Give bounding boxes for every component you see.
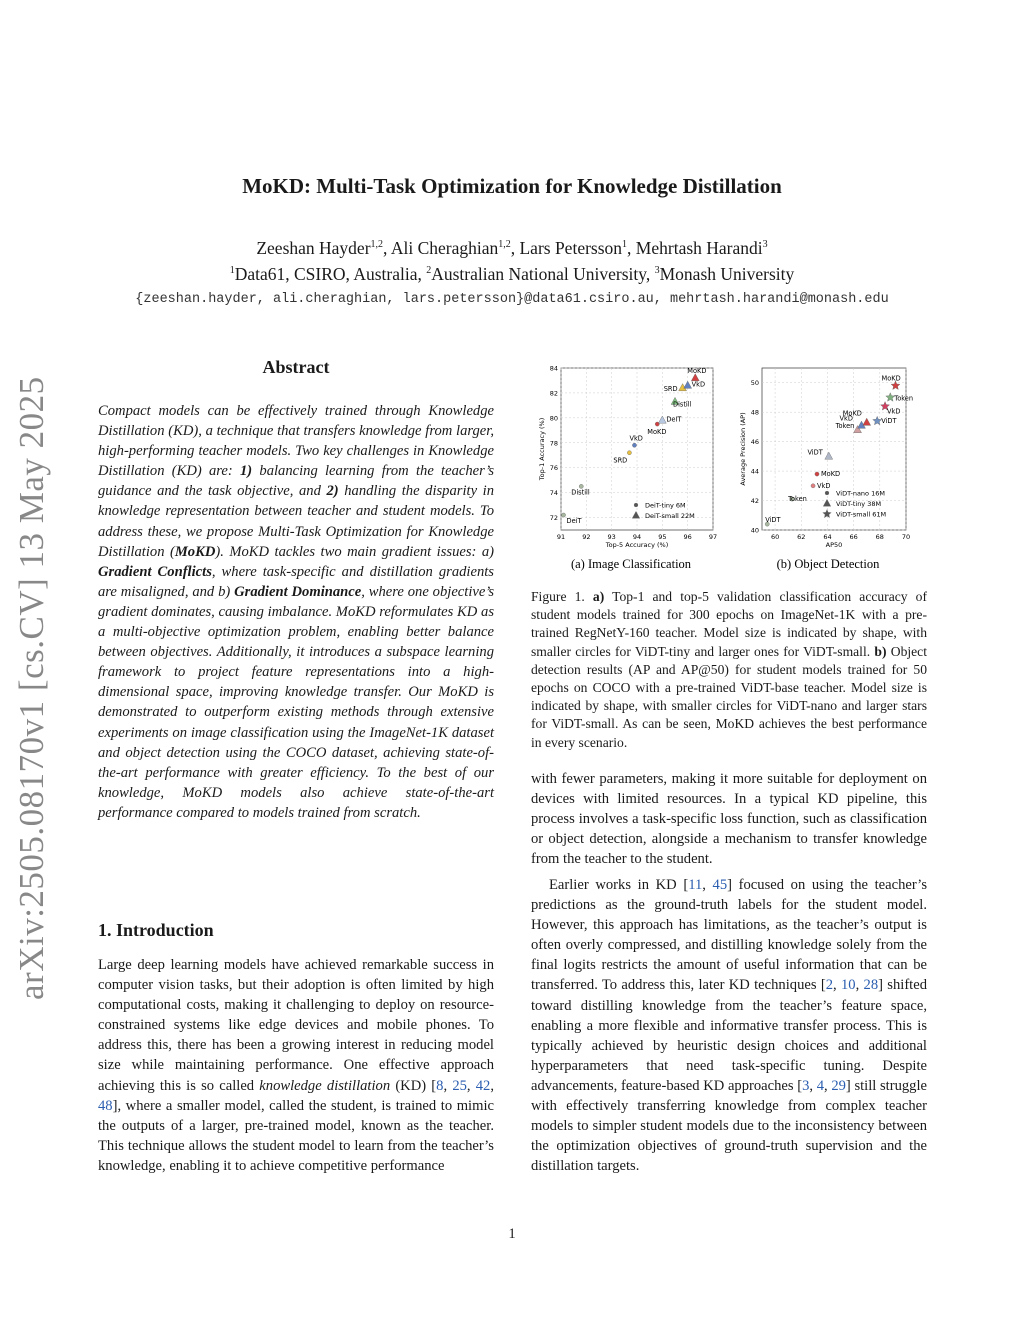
y-axis-label: Average Precision (AP): [739, 412, 747, 486]
x-tick-label: 64: [823, 533, 832, 541]
citation-link[interactable]: 8: [436, 1077, 444, 1094]
figure-1: [531, 360, 927, 580]
data-point-label: SRD: [613, 456, 628, 465]
data-point-label: ViDT: [807, 448, 823, 457]
text-run: ,: [466, 1077, 476, 1094]
figure-1-caption: [531, 588, 927, 752]
y-tick-label: 48: [750, 408, 759, 417]
superscript-marker: 1,2: [370, 239, 384, 250]
y-tick-label: 76: [549, 464, 558, 473]
text-run: Object detection results (AP and AP@50) for student models trained for 50 epochs on COCO with a pre-trained ViDT-base teacher. Model size is indicated by shape, with smaller circles for ViDT-nano and larger stars for ViDT-small. As can be seen, MoKD achieves the best performance in every scenario.: [531, 643, 927, 750]
text-run: with fewer parameters, making it more suitable for deployment on devices with limited resources. In a typical KD pipeline, this process involves a task-specific loss function, such as classification or object detection, alongside a mechanism to transfer knowledge from the teacher to the student.: [531, 771, 927, 868]
y-tick-label: 42: [750, 497, 759, 506]
data-point-label: SRD: [663, 384, 678, 393]
y-tick-label: 82: [549, 389, 558, 398]
author-name: Mehrtash Harandi: [635, 238, 763, 258]
introduction-paragraph: [98, 955, 494, 1176]
superscript-marker: 3: [762, 239, 768, 250]
x-tick-label: 68: [875, 533, 884, 541]
text-run: Large deep learning models have achieved remarkable success in computer vision tasks, but their adoption is often limited by high computational costs, making it challenging to deploy on resource-constrained systems like edge devices and mobile phones. To address this, there has been a growing interest in reducing model size while maintaining performance. One effective approach achieving this is so called: [98, 957, 494, 1094]
text-run: ], where a smaller model, called the student, is trained to mimic the outputs of a larger, pre-trained model, known as the teacher. This technique allows the student model to learn from the teacher’s knowledge, enabling it to achieve competitive performance: [98, 1097, 494, 1174]
legend-entry: DeiT-tiny 6M: [645, 501, 686, 510]
text-run: ,: [809, 1077, 817, 1094]
superscript-marker: 2: [426, 265, 432, 276]
y-axis-label: Top-1 Accuracy (%): [538, 417, 546, 481]
text-run: ,: [824, 1077, 832, 1094]
data-point-label: Token: [835, 421, 855, 430]
data-point-circle: [815, 472, 819, 476]
text-run: Gradient Dominance: [234, 583, 362, 600]
text-run: Figure 1.: [531, 589, 593, 604]
data-point-label: Distill: [571, 488, 590, 497]
text-run: a): [592, 589, 605, 604]
citation-link[interactable]: 45: [712, 877, 728, 893]
y-tick-label: 78: [549, 439, 558, 448]
paper-title: MoKD: Multi-Task Optimization for Knowledge Distillation: [242, 174, 782, 198]
y-tick-label: 72: [549, 514, 558, 523]
legend-entry: DeiT-small 22M: [645, 512, 695, 520]
x-tick-label: 95: [658, 533, 667, 541]
paragraph-continuation: [531, 769, 927, 869]
affiliation: Data61, CSIRO, Australia,: [234, 264, 427, 284]
citation-link[interactable]: 42: [475, 1077, 491, 1094]
x-axis-label: AP50: [825, 541, 843, 549]
citation-link[interactable]: 29: [831, 1077, 846, 1094]
x-tick-label: 66: [849, 533, 858, 541]
text-run: balancing learning from the teacher’s guidance and the task objective, and: [98, 463, 494, 500]
data-point-label: VkD: [691, 380, 706, 389]
data-point-circle: [811, 484, 815, 488]
text-run: b): [874, 643, 887, 659]
y-tick-label: 50: [750, 379, 759, 388]
x-tick-label: 62: [797, 533, 806, 541]
x-tick-label: 93: [607, 533, 616, 541]
affiliation: Australian National University,: [431, 264, 655, 284]
text-run: ,: [443, 1077, 453, 1094]
y-tick-label: 40: [750, 526, 759, 535]
data-point-label: DeiT: [566, 517, 582, 526]
text-run: ] still struggle with effectively transferring knowledge from complex teacher models to simpler student models due to the inconsistency between the optimization objectives of ground-truth supervision and the distillation targets.: [531, 1077, 928, 1175]
data-point-circle: [632, 443, 636, 447]
text-run: Earlier works in KD [: [549, 877, 689, 893]
citation-link[interactable]: 3: [802, 1077, 810, 1094]
y-tick-label: 44: [750, 467, 759, 476]
text-run: Top-1 and top-5 validation classification accuracy of student models trained for 300 epochs on ImageNet-1K with a pre-trained RegNetY-160 teacher. Model size is indicated by shape, with smaller circles for ViDT-tiny and larger ones for ViDT-small.: [531, 589, 927, 659]
data-point-label: ViDT: [881, 417, 897, 426]
data-point-label: VkD: [839, 414, 853, 423]
x-tick-label: 96: [683, 533, 692, 541]
text-run: Compact models can be effectively trained through Knowledge Distillation (KD), a technique that transfers knowledge from larger, high-performing teacher models. Two key challenges in Knowledge Distillation (KD) are:: [98, 403, 494, 480]
author-list: Zeeshan Hayder$^{1,2}$, Ali Cheraghian$^{1,2}$, Lars Petersson$^1$, Mehrtash Harandi$^3$: [256, 238, 768, 258]
y-tick-label: 84: [549, 364, 558, 373]
arxiv-sidebar-stamp: arXiv:2505.08170v1 [cs.CV] 13 May 2025: [12, 376, 51, 1000]
affiliation: Monash University: [659, 264, 795, 284]
text-run: ] shifted toward distilling knowledge from the teacher’s feature space, enabling a more flexible and informative transfer process. This is typically achieved by heuristic design choices and additional hyperparameters that need task-specific tuning. Despite advancements, feature-based KD approaches [: [531, 977, 928, 1094]
data-point-label: VkD: [887, 407, 901, 416]
data-point-label: MoKD: [687, 366, 707, 375]
section-heading-introduction: 1. Introduction: [98, 920, 214, 940]
y-tick-label: 80: [549, 414, 558, 423]
text-run: , where one objective’s gradient dominates, causing imbalance. MoKD reformulates KD as a multi-objective optimization problem, enabling better balance between objectives. Additionally, it introduces a subspace learning framework to project feature representations into a high-dimensional space, improving knowledge transfer. Our MoKD is demonstrated to outperform existing methods through extensive experiments on image classification using the ImageNet-1K dataset and object detection using the COCO dataset, achieving state-of-the-art performance with greater efficiency. To the best of our knowledge, MoKD models also achieve state-of-the-art performance compared to models trained from scratch.: [98, 583, 494, 821]
text-run: ,: [833, 977, 841, 994]
abstract-body: [98, 401, 494, 823]
data-point-circle: [561, 513, 565, 517]
data-point-label: Token: [894, 394, 914, 403]
text-run: handling the disparity in knowledge representation between teacher and student models. To address these, we propose Multi-Task Optimization for Knowledge Distillation (: [98, 483, 494, 560]
subcaption-a: (a) Image Classification: [570, 557, 692, 571]
data-point-circle: [627, 451, 631, 455]
x-axis-label: Top-5 Accuracy (%): [605, 541, 669, 549]
subcaption-b: (b) Object Detection: [776, 557, 880, 571]
abstract-heading: Abstract: [262, 357, 330, 377]
legend-entry: ViDT-tiny 38M: [836, 500, 882, 508]
author-name: Lars Petersson: [519, 238, 623, 258]
data-point-label: VkD: [817, 481, 831, 490]
text-run: knowledge distillation: [259, 1077, 391, 1094]
text-run: 2): [326, 483, 339, 500]
data-point-label: MoKD: [881, 374, 901, 383]
text-run: ,: [702, 877, 713, 893]
superscript-marker: 1: [622, 239, 628, 250]
legend-entry: ViDT-small 61M: [836, 510, 887, 519]
citation-link[interactable]: 2: [825, 977, 833, 994]
page-number: 1: [508, 1226, 516, 1242]
text-run: ). MoKD tackles two main gradient issues: a): [215, 543, 495, 560]
x-tick-label: 94: [632, 533, 642, 541]
text-run: 1): [239, 463, 253, 480]
text-run: , where task-specific and distillation gradients are misaligned, and b): [98, 563, 494, 600]
y-tick-label: 46: [750, 438, 759, 447]
data-point-label: VkD: [629, 434, 643, 443]
author-name: Ali Cheraghian: [390, 238, 499, 258]
x-tick-label: 92: [582, 533, 591, 541]
y-tick-label: 74: [549, 489, 558, 498]
data-point-label: MoKD: [647, 428, 667, 437]
affiliation-list: [0, 264, 1024, 285]
data-point-label: MoKD: [820, 470, 841, 479]
text-run: ,: [490, 1077, 494, 1094]
citation-link[interactable]: 10: [840, 977, 856, 994]
superscript-marker: 1: [229, 265, 235, 276]
text-run: (KD) [: [390, 1077, 437, 1094]
superscript-marker: 1,2: [498, 239, 511, 250]
chart-image-classification: [538, 365, 717, 550]
author-emails: {zeeshan.hayder, ali.cheraghian, lars.petersson}@data61.csiro.au, mehrtash.harandi@monash.edu: [135, 292, 889, 307]
paragraph-earlier-works: [531, 875, 927, 1176]
data-point-label: ViDT: [765, 516, 781, 525]
text-run: MoKD: [174, 543, 216, 560]
superscript-marker: 3: [654, 265, 660, 276]
x-tick-label: 91: [556, 533, 566, 541]
legend-entry: ViDT-nano 16M: [836, 489, 885, 498]
chart-object-detection: [739, 368, 913, 549]
data-point-label: MoKD: [842, 409, 862, 418]
author-name: Zeeshan Hayder: [256, 238, 371, 258]
citation-link[interactable]: 28: [863, 977, 879, 994]
data-point-label: Token: [788, 495, 807, 504]
citation-link[interactable]: 4: [816, 1077, 825, 1094]
citation-link[interactable]: 48: [98, 1097, 113, 1114]
x-tick-label: 97: [708, 533, 718, 541]
citation-link[interactable]: 25: [452, 1077, 467, 1094]
text-run: ] focused on using the teacher’s predictions as the ground-truth labels for the student model. However, this approach has limitations, as the teacher’s output is often overly compressed, and distilling knowledge solely from the final logits restricts the amount of useful information that can be transferred. To address this, later KD techniques [: [531, 877, 927, 994]
data-point-label: DeIT: [666, 415, 682, 424]
data-point-circle: [825, 491, 829, 495]
citation-link[interactable]: 11: [688, 877, 703, 893]
x-tick-label: 60: [770, 533, 780, 541]
text-run: Gradient Conflicts: [98, 563, 212, 580]
data-point-circle: [634, 503, 638, 507]
data-point-label: Distill: [673, 400, 692, 409]
plot-frame: [762, 368, 906, 530]
text-run: ,: [855, 977, 864, 994]
x-tick-label: 70: [901, 533, 911, 541]
